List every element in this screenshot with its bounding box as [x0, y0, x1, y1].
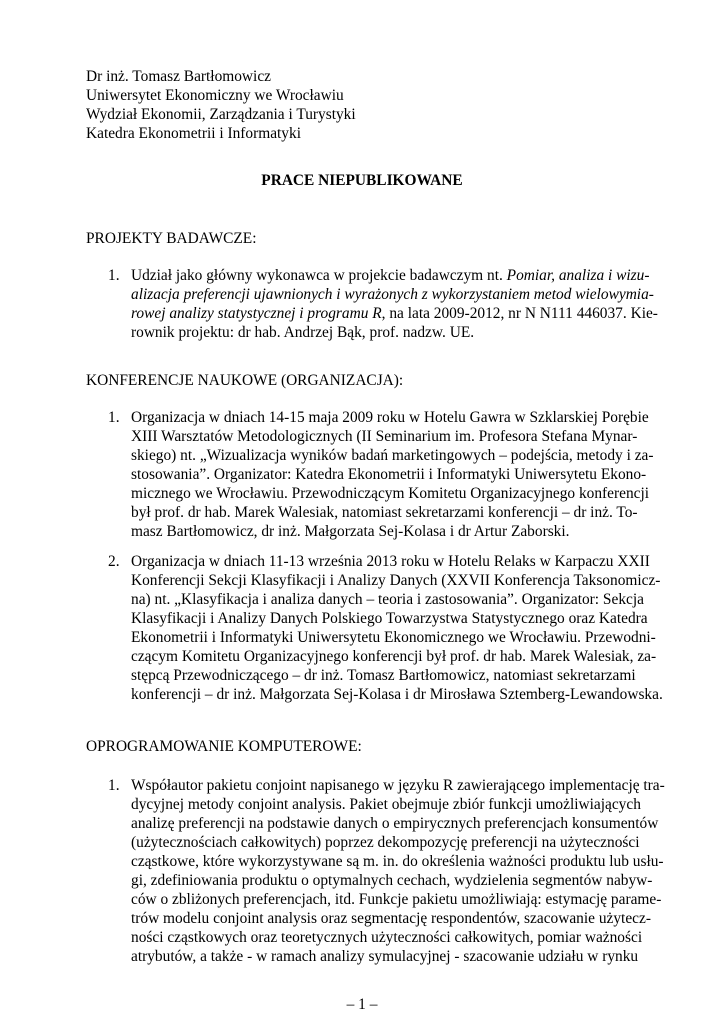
- text-line: był prof. dr hab. Marek Walesiak, natomiast sekretarzami konferencji – dr inż. To-: [131, 504, 638, 521]
- text-line: skiego) nt. „Wizualizacja wyników badań marketingowych – podejścia, metody i za-: [131, 447, 654, 464]
- section-heading-projects: PROJEKTY BADAWCZE:: [86, 230, 257, 247]
- text-line: atrybutów, a także - w ramach analizy symulacyjnej - szacowanie udziału w rynku: [131, 948, 639, 965]
- author-name: Dr inż. Tomasz Bartłomowicz: [86, 68, 271, 85]
- text-line: na) nt. „Klasyfikacja i analiza danych – teoria i zastosowania”. Organizator: Sekcja: [131, 591, 644, 608]
- text-line: ców o zbliżonych preferencjach, itd. Funkcje pakietu umożliwiają: estymację parame-: [131, 891, 662, 908]
- university-name: Uniwersytet Ekonomiczny we Wrocławiu: [86, 87, 344, 104]
- text-line: czącym Komitetu Organizacyjnego konferencji był prof. dr hab. Marek Walesiak, za-: [131, 648, 657, 665]
- department-name: Katedra Ekonometrii i Informatyki: [86, 125, 301, 142]
- text-line: konferencji – dr inż. Małgorzata Sej-Kolasa i dr Mirosława Sztemberg-Lewandowska.: [131, 686, 663, 703]
- text-line: Konferencji Sekcji Klasyfikacji i Analizy Danych (XXVII Konferencja Taksonomicz-: [131, 572, 661, 589]
- text-line: analizę preferencji na podstawie danych o empirycznych preferencjach konsumentów: [131, 815, 659, 832]
- text-line: Organizacja w dniach 11-13 września 2013 roku w Hotelu Relaks w Karpaczu XXII: [131, 553, 650, 570]
- text-line: rownik projektu: dr hab. Andrzej Bąk, prof. nadzw. UE.: [131, 324, 475, 341]
- text-line: rowej analizy statystycznej i programu R, na lata 2009-2012, nr N N111 446037. Kie-: [131, 305, 658, 322]
- list-item-number: 1.: [108, 267, 120, 284]
- text-line: cząstkowe, które wykorzystywane są m. in. do określenia ważności produktu lub usłu-: [131, 853, 664, 870]
- text-line: stosowania”. Organizator: Katedra Ekonometrii i Informatyki Uniwersytetu Ekono-: [131, 466, 647, 483]
- text-line: XIII Warsztatów Metodologicznych (II Seminarium im. Profesora Stefana Mynar-: [131, 428, 638, 445]
- list-item-text: [131, 408, 654, 541]
- list-item-number: 2.: [108, 553, 120, 570]
- text-line: gi, zdefiniowania produktu o optymalnych cechach, wydzielenia segmentów nabyw-: [131, 872, 653, 889]
- section-heading-software: OPROGRAMOWANIE KOMPUTEROWE:: [86, 738, 362, 755]
- text-line: trów modelu conjoint analysis oraz segmentację respondentów, szacowanie użytecz-: [131, 910, 651, 927]
- text-line: Udział jako główny wykonawca w projekcie badawczym nt. Pomiar, analiza i wizu-: [131, 267, 650, 284]
- text-line: dycyjnej metody conjoint analysis. Pakiet obejmuje zbiór funkcji umożliwiających: [131, 796, 641, 813]
- text-line: Współautor pakietu conjoint napisanego w języku R zawierającego implementację tra-: [131, 777, 665, 794]
- list-item-text: [131, 266, 658, 342]
- faculty-name: Wydział Ekonomii, Zarządzania i Turystyki: [86, 106, 356, 123]
- document-title: PRACE NIEPUBLIKOWANE: [261, 172, 463, 189]
- text-line: Organizacja w dniach 14-15 maja 2009 roku w Hotelu Gawra w Szklarskiej Porębie: [131, 409, 649, 426]
- section-heading-conferences: KONFERENCJE NAUKOWE (ORGANIZACJA):: [86, 372, 404, 389]
- page-number: – 1 –: [346, 996, 378, 1013]
- list-item-number: 1.: [108, 777, 120, 794]
- author-header: [86, 67, 646, 143]
- text-line: stępcą Przewodniczącego – dr inż. Tomasz Bartłomowicz, natomiast sekretarzami: [131, 667, 636, 684]
- list-item-text: [131, 552, 663, 704]
- list-item-number: 1.: [108, 409, 120, 426]
- text-line: ności cząstkowych oraz teoretycznych użyteczności całkowitych, pomiar ważności: [131, 929, 643, 946]
- text-line: micznego we Wrocławiu. Przewodniczącym Komitetu Organizacyjnego konferencji: [131, 485, 650, 502]
- text-line: masz Bartłomowicz, dr inż. Małgorzata Sej-Kolasa i dr Artur Zaborski.: [131, 523, 570, 540]
- text-line: Klasyfikacji i Analizy Danych Polskiego Towarzystwa Statystycznego oraz Katedra: [131, 610, 648, 627]
- text-line: alizacja preferencji ujawnionych i wyrażonych z wykorzystaniem metod wielowymia-: [131, 286, 654, 303]
- text-line: Ekonometrii i Informatyki Uniwersytetu Ekonomicznego we Wrocławiu. Przewodni-: [131, 629, 656, 646]
- list-item-text: [131, 776, 665, 966]
- text-line: (użytecznościach całkowitych) poprzez dekompozycję preferencji na użyteczności: [131, 834, 640, 851]
